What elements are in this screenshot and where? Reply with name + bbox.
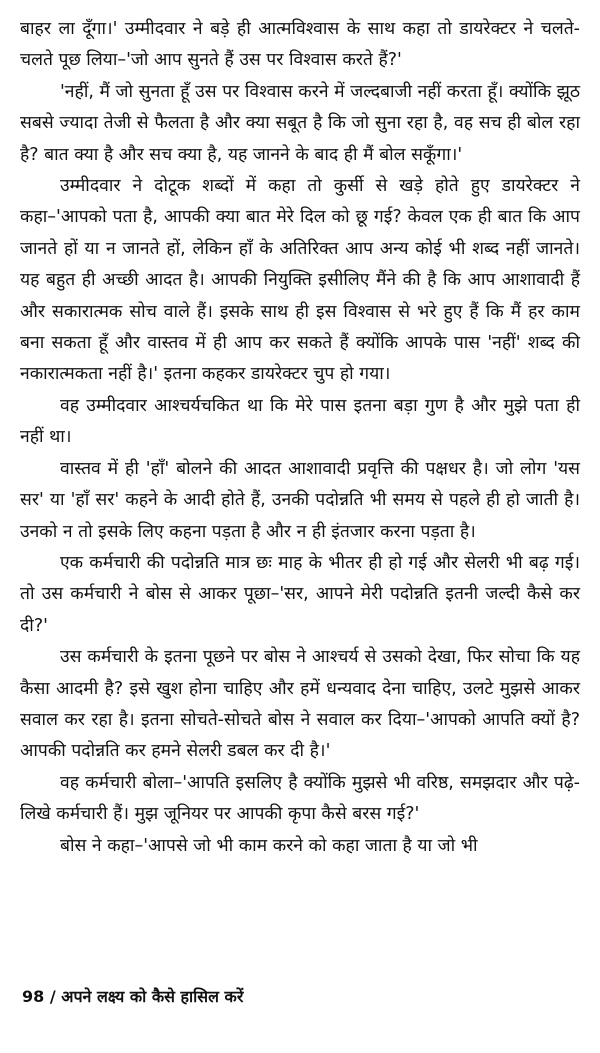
- page-footer: 98 / अपने लक्ष्य को कैसे हासिल करें: [22, 987, 244, 1006]
- paragraph-6: एक कर्मचारी की पदोन्नति मात्र छः माह के भीतर ही हो गई और सेलरी भी बढ़ गई। तो उस कर्मचारी ने बोस से आकर पूछा–'सर, आपने मेरी पदोन्नति इतनी जल्दी कैसे कर दी?': [20, 552, 580, 636]
- paragraph-2: 'नहीं, मैं जो सुनता हूँ उस पर विश्वास करने में जल्दबाजी नहीं करता हूँ। क्योंकि झूठ सबसे ज्यादा तेजी से फैलता है और क्या सबूत है कि जो सुना रहा है, वह सच ही बोल रहा है? बात क्या है और सच क्या है, यह जानने के बाद ही मैं बोल सकूँगा।': [20, 81, 580, 165]
- paragraph-3: उम्मीदवार ने दोटूक शब्दों में कहा तो कुर्सी से खड़े होते हुए डायरेक्टर ने कहा–'आपको पता है, आपकी क्या बात मेरे दिल को छू गई? केवल एक ही बात कि आप जानते हों या न जानते हों, लेकिन हाँ के अतिरिक्त आप अन्य कोई भी शब्द नहीं जानते। यह बहुत ही अच्छी आदत है। आपकी नियुक्ति इसीलिए मैंने की है कि आप आशावादी हैं और सकारात्मक सोच वाले हैं। इसके साथ ही इस विश्वास से भरे हुए हैं कि मैं हर काम बना सकता हूँ और वास्तव में ही आप कर सकते हैं क्योंकि आपके पास 'नहीं' शब्द की नकारात्मकता नहीं है।' इतना कहकर डायरेक्टर चुप हो गया।: [20, 176, 580, 385]
- paragraph-5: वास्तव में ही 'हाँ' बोलने की आदत आशावादी प्रवृत्ति की पक्षधर है। जो लोग 'यस सर' या 'हाँ सर' कहने के आदी होते हैं, उनकी पदोन्नति भी समय से पहले ही हो जाती है। उनको न तो इसके लिए कहना पड़ता है और न ही इंतजार करना पड़ता है।: [20, 458, 580, 542]
- paragraph-8: वह कर्मचारी बोला–'आपति इसलिए है क्योंकि मुझसे भी वरिष्ठ, समझदार और पढ़े-लिखे कर्मचारी हैं। मुझ जूनियर पर आपकी कृपा कैसे बरस गई?': [20, 772, 580, 825]
- paragraph-4: वह उम्मीदवार आश्चर्यचकित था कि मेरे पास इतना बड़ा गुण है और मुझे पता ही नहीं था।: [20, 395, 580, 448]
- paragraph-9: बोस ने कहा–'आपसे जो भी काम करने को कहा जाता है या जो भी: [60, 835, 478, 856]
- paragraph-1: बाहर ला दूँगा।' उम्मीदवार ने बड़े ही आत्मविश्वास के साथ कहा तो डायरेक्टर ने चलते-चलते पूछ लिया–'जो आप सुनते हैं उस पर विश्वास करते हैं?': [20, 19, 580, 71]
- page-body: [20, 14, 580, 862]
- paragraph-7: उस कर्मचारी के इतना पूछने पर बोस ने आश्चर्य से उसको देखा, फिर सोचा कि यह कैसा आदमी है? इसे खुश होना चाहिए और हमें धन्यवाद देना चाहिए, उलटे मुझसे आकर सवाल कर रहा है। इतना सोचते-सोचते बोस ने सवाल कर दिया–'आपको आपति क्यों है? आपकी पदोन्नति कर हमने सेलरी डबल कर दी है।': [20, 647, 580, 762]
